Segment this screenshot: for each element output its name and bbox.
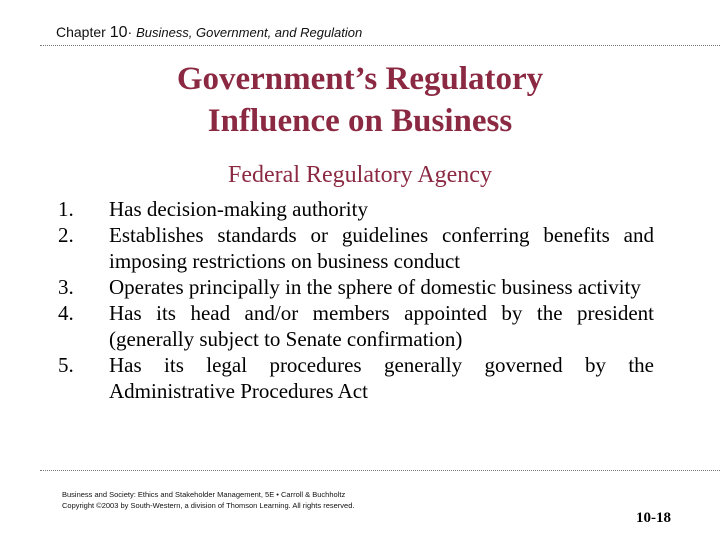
footer-line-2: Copyright ©2003 by South-Western, a division of Thomson Learning. All rights reserved. <box>62 501 355 510</box>
list-item-text: Establishes standards or guidelines conferring benefits and imposing restrictions on business conduct <box>109 223 654 273</box>
list-item-number: 1. <box>58 197 74 221</box>
slide-subtitle: Federal Regulatory Agency <box>228 162 492 188</box>
list-item <box>58 300 654 352</box>
list-item-number: 4. <box>58 301 74 325</box>
list-item <box>58 352 654 404</box>
chapter-header <box>56 24 362 42</box>
footer-divider <box>40 470 720 471</box>
list-item <box>58 196 654 222</box>
list-item <box>58 274 654 300</box>
header-separator: · <box>127 24 133 40</box>
slide-title-line-2: Influence on Business <box>207 103 513 139</box>
chapter-label: Chapter <box>56 24 106 40</box>
list-item-number: 2. <box>58 223 74 247</box>
chapter-number: 10 <box>109 24 128 41</box>
list-item-text: Has decision-making authority <box>109 197 368 221</box>
page-number: 10-18 <box>636 510 671 526</box>
chapter-subtitle: Business, Government, and Regulation <box>136 25 363 40</box>
list-item-number: 5. <box>58 353 74 377</box>
list-item <box>58 222 654 274</box>
agency-characteristics-list <box>58 196 654 404</box>
list-item-number: 3. <box>58 275 74 299</box>
footer-line-1: Business and Society: Ethics and Stakeholder Management, 5E • Carroll & Buchholtz <box>62 490 346 499</box>
slide-title-line-1: Government’s Regulatory <box>176 61 544 97</box>
list-item-text: Has its legal procedures generally governed by the Administrative Procedures Act <box>109 353 654 403</box>
header-divider <box>40 45 720 46</box>
copyright-footer <box>62 489 355 511</box>
slide-title <box>0 58 720 142</box>
list-item-text: Operates principally in the sphere of domestic business activity <box>109 275 641 299</box>
list-item-text: Has its head and/or members appointed by the president (generally subject to Senate confirmation) <box>109 301 654 351</box>
